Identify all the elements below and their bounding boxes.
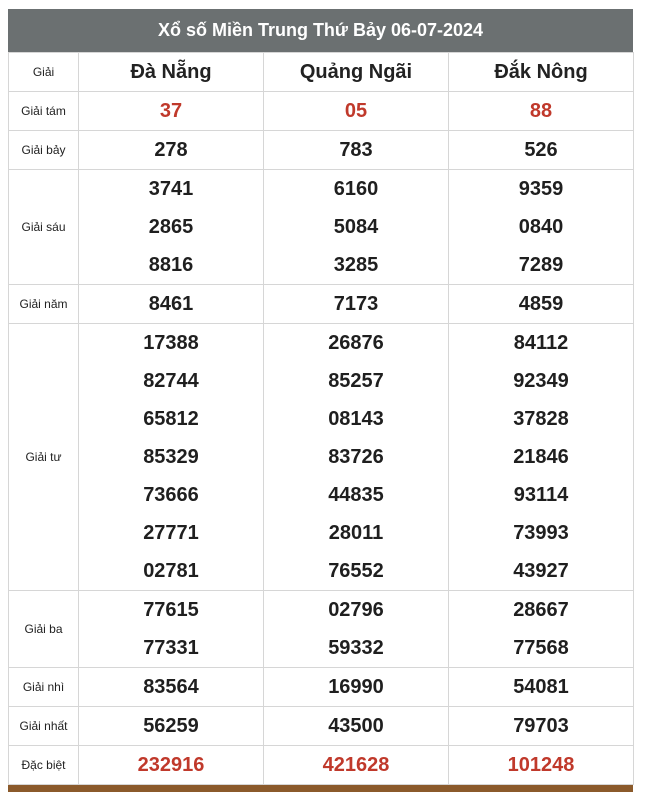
prize-number: 526 bbox=[524, 139, 558, 161]
prize-number: 28667 bbox=[513, 599, 569, 621]
prize-number: 3285 bbox=[333, 254, 379, 276]
prize-cell bbox=[79, 170, 264, 285]
header-label: Giải bbox=[9, 53, 79, 92]
prize-label: Giải tư bbox=[9, 324, 79, 591]
prize-number: 08143 bbox=[328, 408, 384, 430]
prize-cell bbox=[79, 746, 264, 785]
prize-number: 65812 bbox=[143, 408, 199, 430]
prize-row bbox=[9, 131, 634, 170]
prize-cell bbox=[79, 324, 264, 591]
prize-number: 9359 bbox=[518, 178, 564, 200]
prize-number: 43500 bbox=[328, 715, 384, 737]
prize-row bbox=[9, 591, 634, 668]
prize-number: 59332 bbox=[328, 637, 384, 659]
prize-number: 2865 bbox=[148, 216, 194, 238]
prize-number: 8816 bbox=[148, 254, 194, 276]
prize-number: 83726 bbox=[328, 446, 384, 468]
prize-label: Giải năm bbox=[9, 285, 79, 324]
prize-cell bbox=[79, 92, 264, 131]
prize-number: 17388 bbox=[143, 332, 199, 354]
prize-number: 54081 bbox=[513, 676, 569, 698]
prize-number: 76552 bbox=[328, 560, 384, 582]
prize-number: 7173 bbox=[333, 293, 379, 315]
prize-row bbox=[9, 170, 634, 285]
prize-number: 02796 bbox=[328, 599, 384, 621]
prize-label: Giải bảy bbox=[9, 131, 79, 170]
prize-number: 77331 bbox=[143, 637, 199, 659]
prize-number: 6160 bbox=[333, 178, 379, 200]
prize-number: 37828 bbox=[513, 408, 569, 430]
prize-cell bbox=[264, 707, 449, 746]
prize-row bbox=[9, 324, 634, 591]
bottom-bar bbox=[8, 785, 633, 792]
prize-cell bbox=[264, 170, 449, 285]
prize-number: 3741 bbox=[148, 178, 194, 200]
prize-number: 0840 bbox=[518, 216, 564, 238]
prize-label: Giải ba bbox=[9, 591, 79, 668]
prize-label: Giải nhì bbox=[9, 668, 79, 707]
prize-number: 8461 bbox=[148, 293, 194, 315]
prize-cell bbox=[79, 131, 264, 170]
prize-label: Đặc biệt bbox=[9, 746, 79, 785]
prize-number: 84112 bbox=[513, 332, 569, 354]
prize-cell bbox=[79, 707, 264, 746]
prize-number: 82744 bbox=[143, 370, 199, 392]
prize-number: 44835 bbox=[328, 484, 384, 506]
prize-number: 77615 bbox=[143, 599, 199, 621]
prize-row bbox=[9, 707, 634, 746]
prize-row bbox=[9, 285, 634, 324]
prize-number: 43927 bbox=[513, 560, 569, 582]
prize-number: 92349 bbox=[513, 370, 569, 392]
prize-cell bbox=[264, 92, 449, 131]
results-container bbox=[8, 9, 633, 792]
prize-number: 73666 bbox=[143, 484, 199, 506]
results-table bbox=[8, 52, 634, 785]
page-title: Xổ số Miền Trung Thứ Bảy 06-07-2024 bbox=[8, 9, 633, 52]
prize-number: 93114 bbox=[513, 484, 569, 506]
prize-label: Giải sáu bbox=[9, 170, 79, 285]
prize-number: 783 bbox=[339, 139, 373, 161]
prize-number: 88 bbox=[529, 100, 553, 122]
prize-cell bbox=[79, 285, 264, 324]
prize-number: 85257 bbox=[328, 370, 384, 392]
prize-cell bbox=[264, 285, 449, 324]
prize-number: 27771 bbox=[143, 522, 199, 544]
prize-number: 79703 bbox=[513, 715, 569, 737]
prize-number: 37 bbox=[159, 100, 183, 122]
prize-cell bbox=[264, 591, 449, 668]
prize-number: 7289 bbox=[518, 254, 564, 276]
prize-cell bbox=[449, 668, 634, 707]
prize-cell bbox=[449, 591, 634, 668]
prize-number: 77568 bbox=[513, 637, 569, 659]
prize-cell bbox=[449, 707, 634, 746]
province-header-da-nang: Đà Nẵng bbox=[79, 53, 264, 92]
prize-number: 21846 bbox=[513, 446, 569, 468]
prize-cell bbox=[264, 131, 449, 170]
prize-cell bbox=[264, 324, 449, 591]
prize-cell bbox=[79, 591, 264, 668]
prize-row bbox=[9, 668, 634, 707]
prize-number: 16990 bbox=[328, 676, 384, 698]
prize-number: 421628 bbox=[322, 754, 390, 776]
province-header-quang-ngai: Quảng Ngãi bbox=[264, 53, 449, 92]
prize-label: Giải tám bbox=[9, 92, 79, 131]
prize-cell bbox=[449, 92, 634, 131]
prize-number: 5084 bbox=[333, 216, 379, 238]
prize-number: 05 bbox=[344, 100, 368, 122]
header-row bbox=[9, 53, 634, 92]
prize-number: 28011 bbox=[328, 522, 384, 544]
prize-row bbox=[9, 746, 634, 785]
prize-cell bbox=[449, 324, 634, 591]
prize-row bbox=[9, 92, 634, 131]
prize-cell bbox=[264, 668, 449, 707]
prize-label: Giải nhất bbox=[9, 707, 79, 746]
prize-number: 85329 bbox=[143, 446, 199, 468]
prize-cell bbox=[449, 746, 634, 785]
prize-cell bbox=[449, 285, 634, 324]
prize-number: 101248 bbox=[507, 754, 575, 776]
prize-cell bbox=[264, 746, 449, 785]
province-header-dak-nong: Đắk Nông bbox=[449, 53, 634, 92]
prize-number: 56259 bbox=[143, 715, 199, 737]
prize-cell bbox=[449, 170, 634, 285]
prize-number: 232916 bbox=[137, 754, 205, 776]
prize-number: 4859 bbox=[518, 293, 564, 315]
prize-cell bbox=[449, 131, 634, 170]
prize-number: 26876 bbox=[328, 332, 384, 354]
prize-number: 73993 bbox=[513, 522, 569, 544]
prize-number: 83564 bbox=[143, 676, 199, 698]
prize-number: 278 bbox=[154, 139, 188, 161]
prize-number: 02781 bbox=[143, 560, 199, 582]
prize-cell bbox=[79, 668, 264, 707]
